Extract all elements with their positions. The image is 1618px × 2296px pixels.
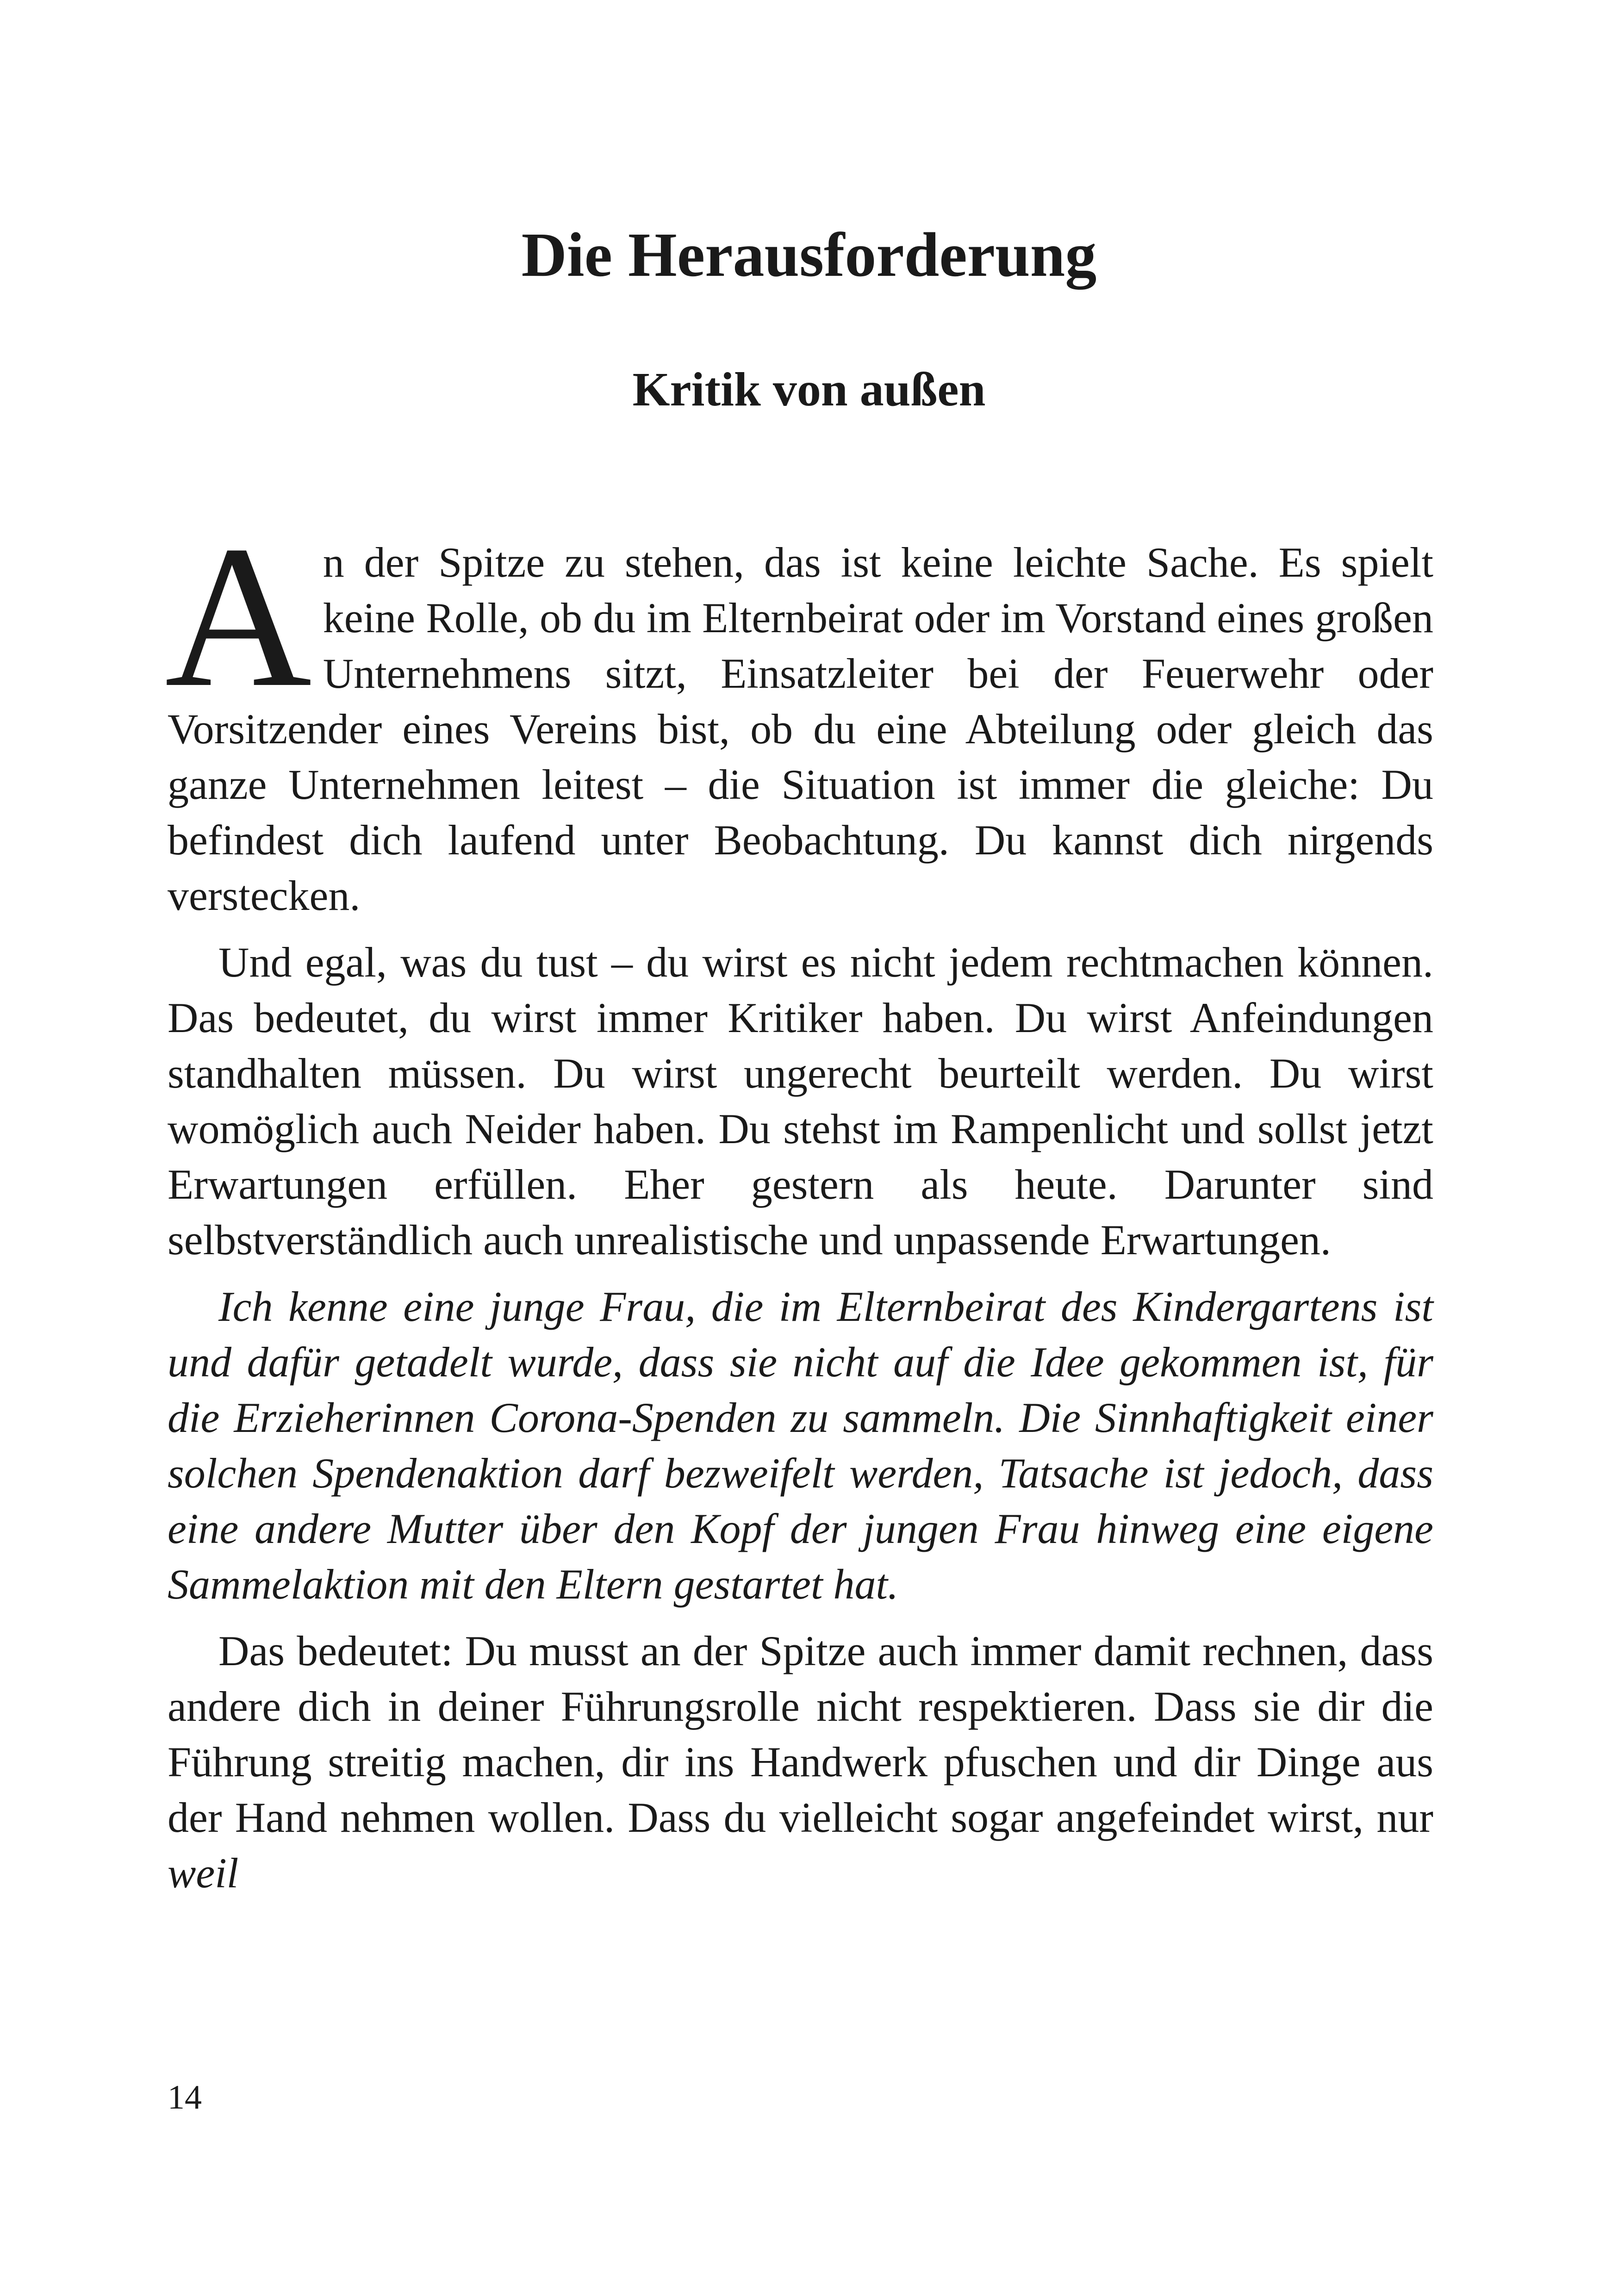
paragraph-2: Und egal, was du tust – du wirst es nicht jedem rechtmachen können. Das bedeutet, du wirst immer Kritiker haben. Du wirst Anfeindungen standhalten müssen. Du wirst ungerecht beurteilt werden. Du wirst womöglich auch Neider haben. Du stehst im Rampenlicht und sollst jetzt Erwartungen erfüllen. Eher gestern als heute. Darunter sind selbstverständlich auch unrealistische und unpassende Erwartungen. <box>168 939 1433 1263</box>
chapter-title: Die Herausforderung <box>521 220 1097 290</box>
paragraph-4-italic-word: weil <box>168 1849 239 1897</box>
drop-cap: A <box>165 504 312 729</box>
paragraph-1-text: n der Spitze zu stehen, das ist keine leichte Sache. Es spielt keine Rolle, ob du im Elternbeirat oder im Vorstand eines großen Unternehmens sitzt, Einsatzleiter bei der Feuerwehr oder Vorsitzender eines Vereins bist, ob du eine Abteilung oder gleich das ganze Unternehmen leitest – die Situation ist immer die gleiche: Du befindest dich laufend unter Beobachtung. Du kannst dich nirgends verstecken. <box>168 539 1433 919</box>
body-text <box>165 504 1433 1912</box>
paragraph-4-text: Das bedeutet: Du musst an der Spitze auch immer damit rechnen, dass andere dich in deiner Führungsrolle nicht respektieren. Dass sie dir die Führung streitig machen, dir ins Handwerk pfuschen und dir Dinge aus der Hand nehmen wollen. Dass du vielleicht sogar angefeindet wirst, nur <box>168 1627 1433 1841</box>
section-title: Kritik von außen <box>632 363 986 416</box>
page-number: 14 <box>168 2078 202 2116</box>
paragraph-1 <box>165 504 1433 923</box>
paragraph-4 <box>168 1623 1433 1901</box>
example-paragraph: Ich kenne eine junge Frau, die im Elternbeirat des Kindergartens ist und dafür getadelt wurde, dass sie nicht auf die Idee gekommen ist, für die Erzieherinnen Corona-Spenden zu sammeln. Die Sinnhaftigkeit einer solchen Spendenaktion darf bezweifelt werden, Tatsache ist jedoch, dass eine andere Mutter über den Kopf der jungen Frau hinweg eine eigene Sammelaktion mit den Eltern gestartet hat. <box>168 1283 1433 1608</box>
